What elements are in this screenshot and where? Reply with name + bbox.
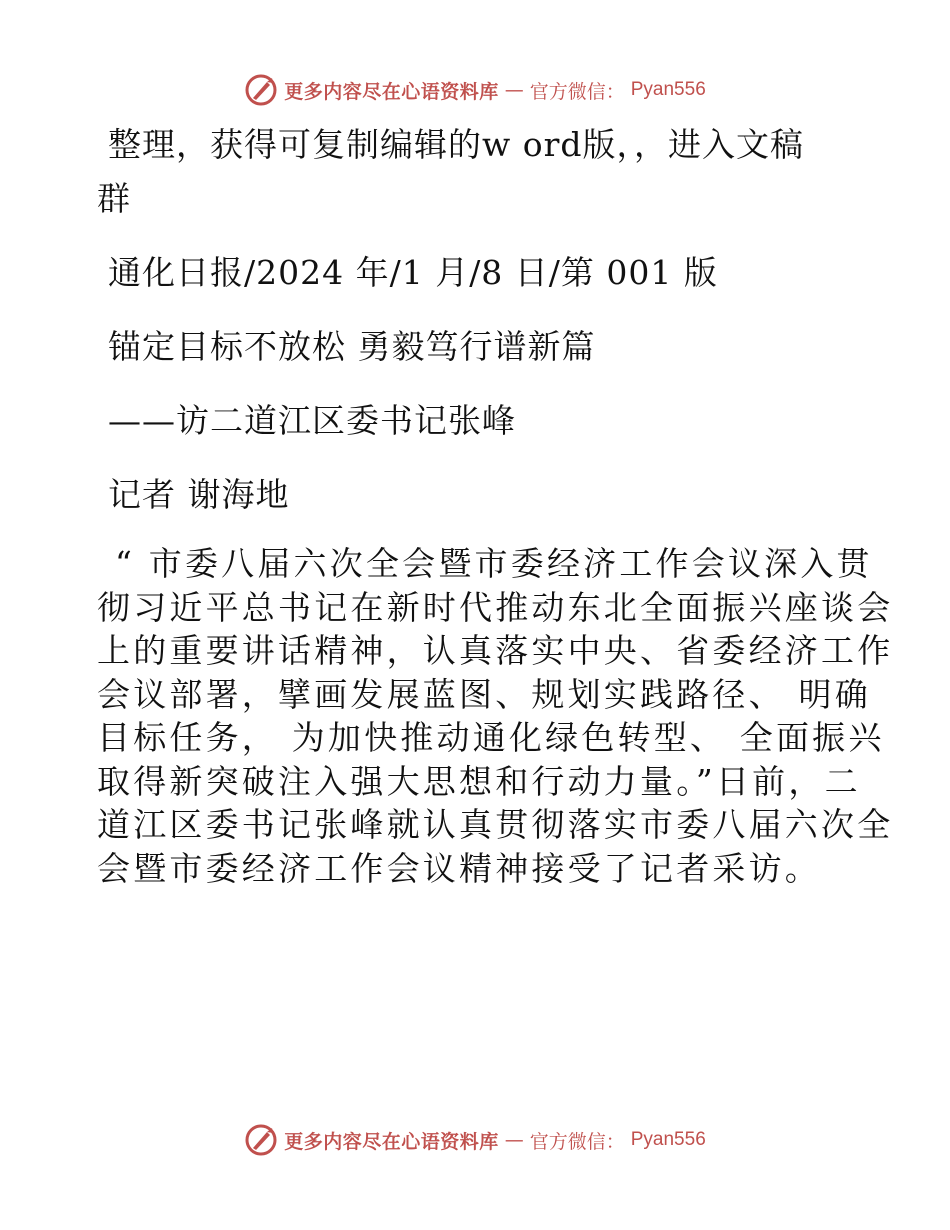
- quill-logo-icon: [244, 1123, 278, 1157]
- intro-line-1: 整理，获得可复制编辑的w ord版，，进入文稿: [108, 125, 805, 164]
- intro-line-2: 群: [97, 179, 131, 218]
- paragraph-line: 目标任务， 为加快推动通化绿色转型、 全面振兴: [97, 718, 885, 757]
- paragraph-line: 道江区委书记张峰就认真贯彻落实市委八届六次全: [97, 805, 894, 844]
- watermark-footer: [0, 1120, 950, 1160]
- document-body: [97, 118, 894, 890]
- watermark-official-label: 官方微信：: [529, 1130, 625, 1153]
- paragraph-line: 会议部署，擘画发展蓝图、规划实践路径、 明确: [97, 674, 871, 714]
- paragraph-line: 上的重要讲话精神，认真落实中央、省委经济工作: [97, 631, 894, 670]
- article-source: 通化日报/2024 年/1 月/8 日/第 001 版: [108, 253, 718, 292]
- watermark-main-text: 更多内容尽在心语资料库: [284, 1130, 499, 1153]
- watermark-wechat-id: Pyan556: [630, 1129, 706, 1150]
- paragraph-line: 彻习近平总书记在新时代推动东北全面振兴座谈会: [97, 587, 894, 627]
- watermark-official-label: 官方微信：: [529, 80, 625, 103]
- article-subtitle: ——访二道江区委书记张峰: [108, 401, 516, 440]
- intro-note: [97, 118, 857, 226]
- article-byline: 记者 谢海地: [108, 475, 290, 514]
- quill-logo-icon: [244, 73, 278, 107]
- watermark-wechat-id: Pyan556: [630, 79, 706, 100]
- paragraph-line: “ 市委八届六次全会暨市委经济工作会议深入贯: [115, 544, 873, 583]
- paragraph-line: 会暨市委经济工作会议精神接受了记者采访。: [97, 848, 821, 888]
- watermark-separator: —: [504, 1129, 524, 1151]
- article-paragraph: [97, 542, 894, 890]
- watermark-header: [0, 70, 950, 110]
- article-title: 锚定目标不放松 勇毅笃行谱新篇: [108, 327, 596, 366]
- watermark-main-text: 更多内容尽在心语资料库: [284, 80, 499, 103]
- watermark-separator: —: [504, 79, 524, 101]
- paragraph-line: 取得新突破注入强大思想和行动力量。”日前，二: [97, 761, 861, 801]
